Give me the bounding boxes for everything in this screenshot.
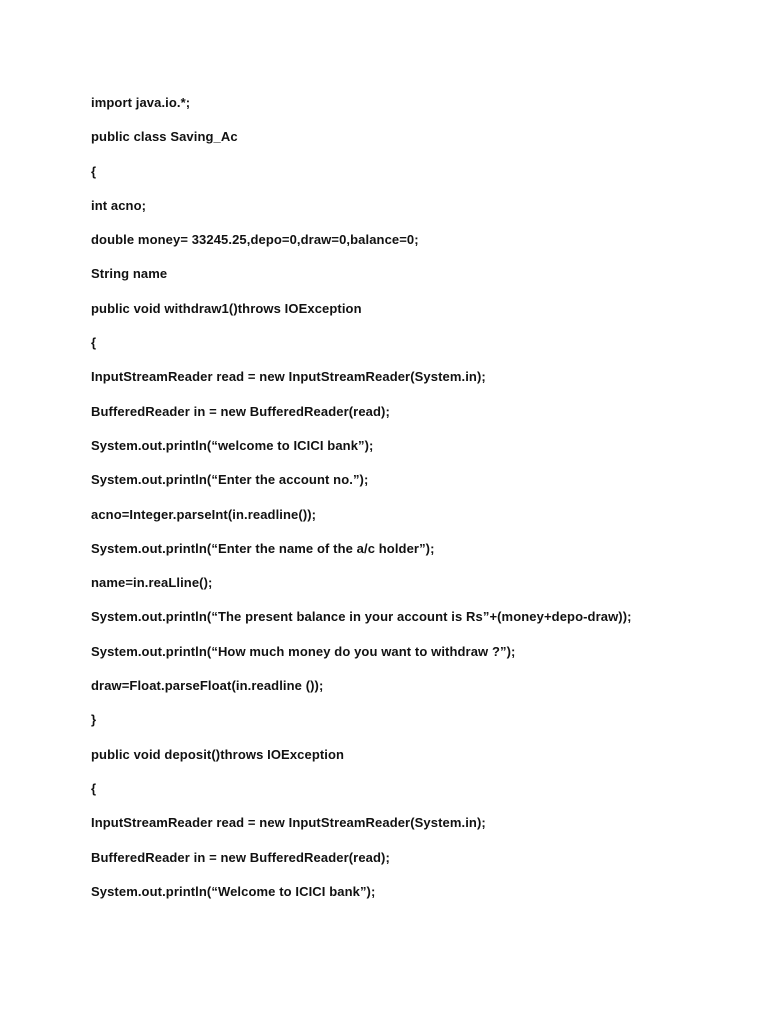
code-line-deposit-method: public void deposit()throws IOException [91, 746, 345, 762]
code-line-class-declaration: public class Saving_Ac [91, 129, 238, 145]
code-line-name-field: String name [91, 266, 168, 282]
code-line-println-balance: System.out.println(“The present balance in your account is Rs”+(money+depo-draw)); [91, 609, 632, 625]
code-line-acno-field: int acno; [91, 197, 147, 213]
code-line-open-brace: { [91, 335, 97, 351]
code-line-open-brace: { [91, 780, 97, 796]
code-line-println-account-no: System.out.println(“Enter the account no.”); [91, 472, 369, 488]
code-line-parse-acno: acno=Integer.parseInt(in.readline()); [91, 506, 317, 522]
code-line-println-welcome: System.out.println(“welcome to ICICI bank”); [91, 437, 374, 453]
code-line-read-name: name=in.reaLline(); [91, 575, 213, 591]
code-line-println-withdraw-amount: System.out.println(“How much money do you want to withdraw ?”); [91, 643, 516, 659]
code-line-buffered-reader: BufferedReader in = new BufferedReader(read); [91, 849, 390, 865]
code-line-parse-draw: draw=Float.parseFloat(in.readline ()); [91, 678, 324, 694]
code-line-withdraw-method: public void withdraw1()throws IOException [91, 300, 362, 316]
code-line-input-stream-reader: InputStreamReader read = new InputStreamReader(System.in); [91, 369, 486, 385]
code-line-open-brace: { [91, 163, 97, 179]
code-line-money-fields: double money= 33245.25,depo=0,draw=0,balance=0; [91, 232, 419, 248]
code-listing [91, 94, 751, 917]
code-line-println-holder-name: System.out.println(“Enter the name of the a/c holder”); [91, 540, 435, 556]
code-line-println-welcome: System.out.println(“Welcome to ICICI bank”); [91, 883, 376, 899]
code-line-import: import java.io.*; [91, 95, 191, 110]
code-line-input-stream-reader: InputStreamReader read = new InputStreamReader(System.in); [91, 815, 486, 831]
code-line-buffered-reader: BufferedReader in = new BufferedReader(read); [91, 403, 390, 419]
code-line-close-brace: } [91, 712, 97, 728]
